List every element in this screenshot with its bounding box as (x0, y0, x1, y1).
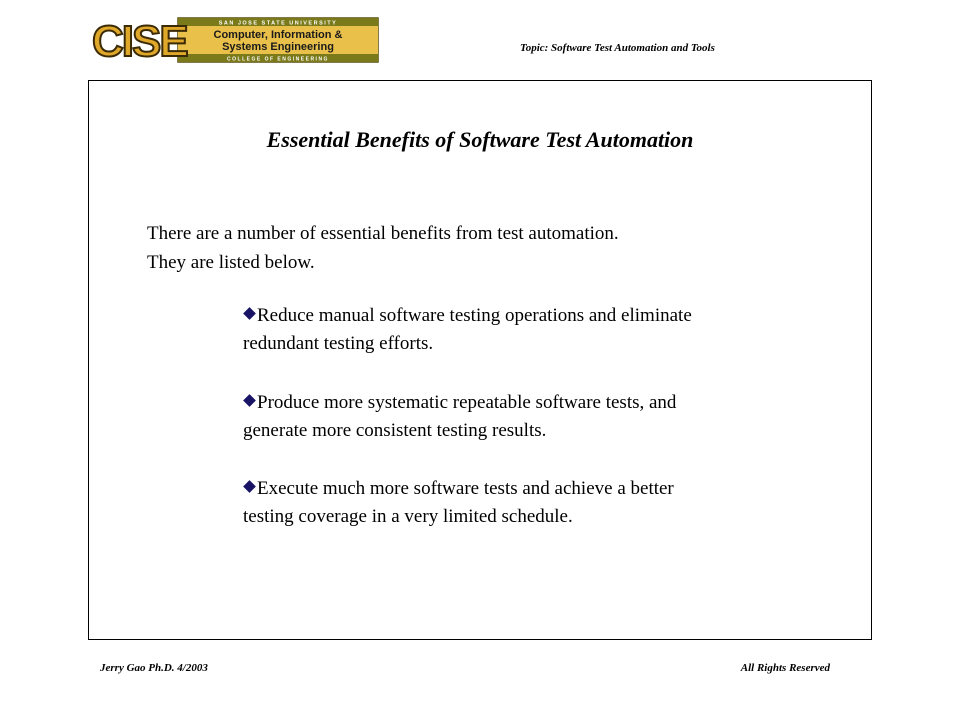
footer-rights: All Rights Reserved (740, 662, 830, 674)
bullet-item-2 (243, 389, 843, 445)
diamond-bullet-icon (243, 394, 256, 407)
bullet-2-line-1: Produce more systematic repeatable software tests, and (257, 392, 677, 413)
cise-logo (88, 14, 380, 66)
intro-line-1: There are a number of essential benefits from test automation. (147, 223, 619, 244)
bullet-3-line-2: testing coverage in a very limited schedule. (243, 506, 573, 527)
bullet-3-line-1: Execute much more software tests and achieve a better (257, 478, 674, 499)
footer-author: Jerry Gao Ph.D. 4/2003 (100, 662, 208, 674)
logo-university: SAN JOSE STATE UNIVERSITY (218, 20, 338, 27)
bullet-1-line-1: Reduce manual software testing operations and eliminate (257, 305, 692, 326)
slide-topic: Topic: Software Test Automation and Tools (520, 42, 715, 54)
logo-college: COLLEGE OF ENGINEERING (227, 56, 329, 63)
diamond-bullet-icon (243, 480, 256, 493)
slide-title: Essential Benefits of Software Test Automation (266, 127, 694, 152)
bullet-item-1 (243, 302, 843, 358)
logo-dept-line2: Systems Engineering (222, 41, 334, 53)
bullet-2-line-2: generate more consistent testing results. (243, 420, 547, 441)
svg-text:CISE: CISE (92, 17, 187, 66)
intro-line-2: They are listed below. (147, 252, 315, 273)
intro-paragraph (147, 219, 619, 277)
bullet-1-line-2: redundant testing efforts. (243, 333, 434, 354)
diamond-bullet-icon (243, 307, 256, 320)
slide-frame (88, 80, 872, 640)
logo-dept-line1: Computer, Information & (213, 29, 343, 41)
bullet-item-3 (243, 475, 843, 531)
